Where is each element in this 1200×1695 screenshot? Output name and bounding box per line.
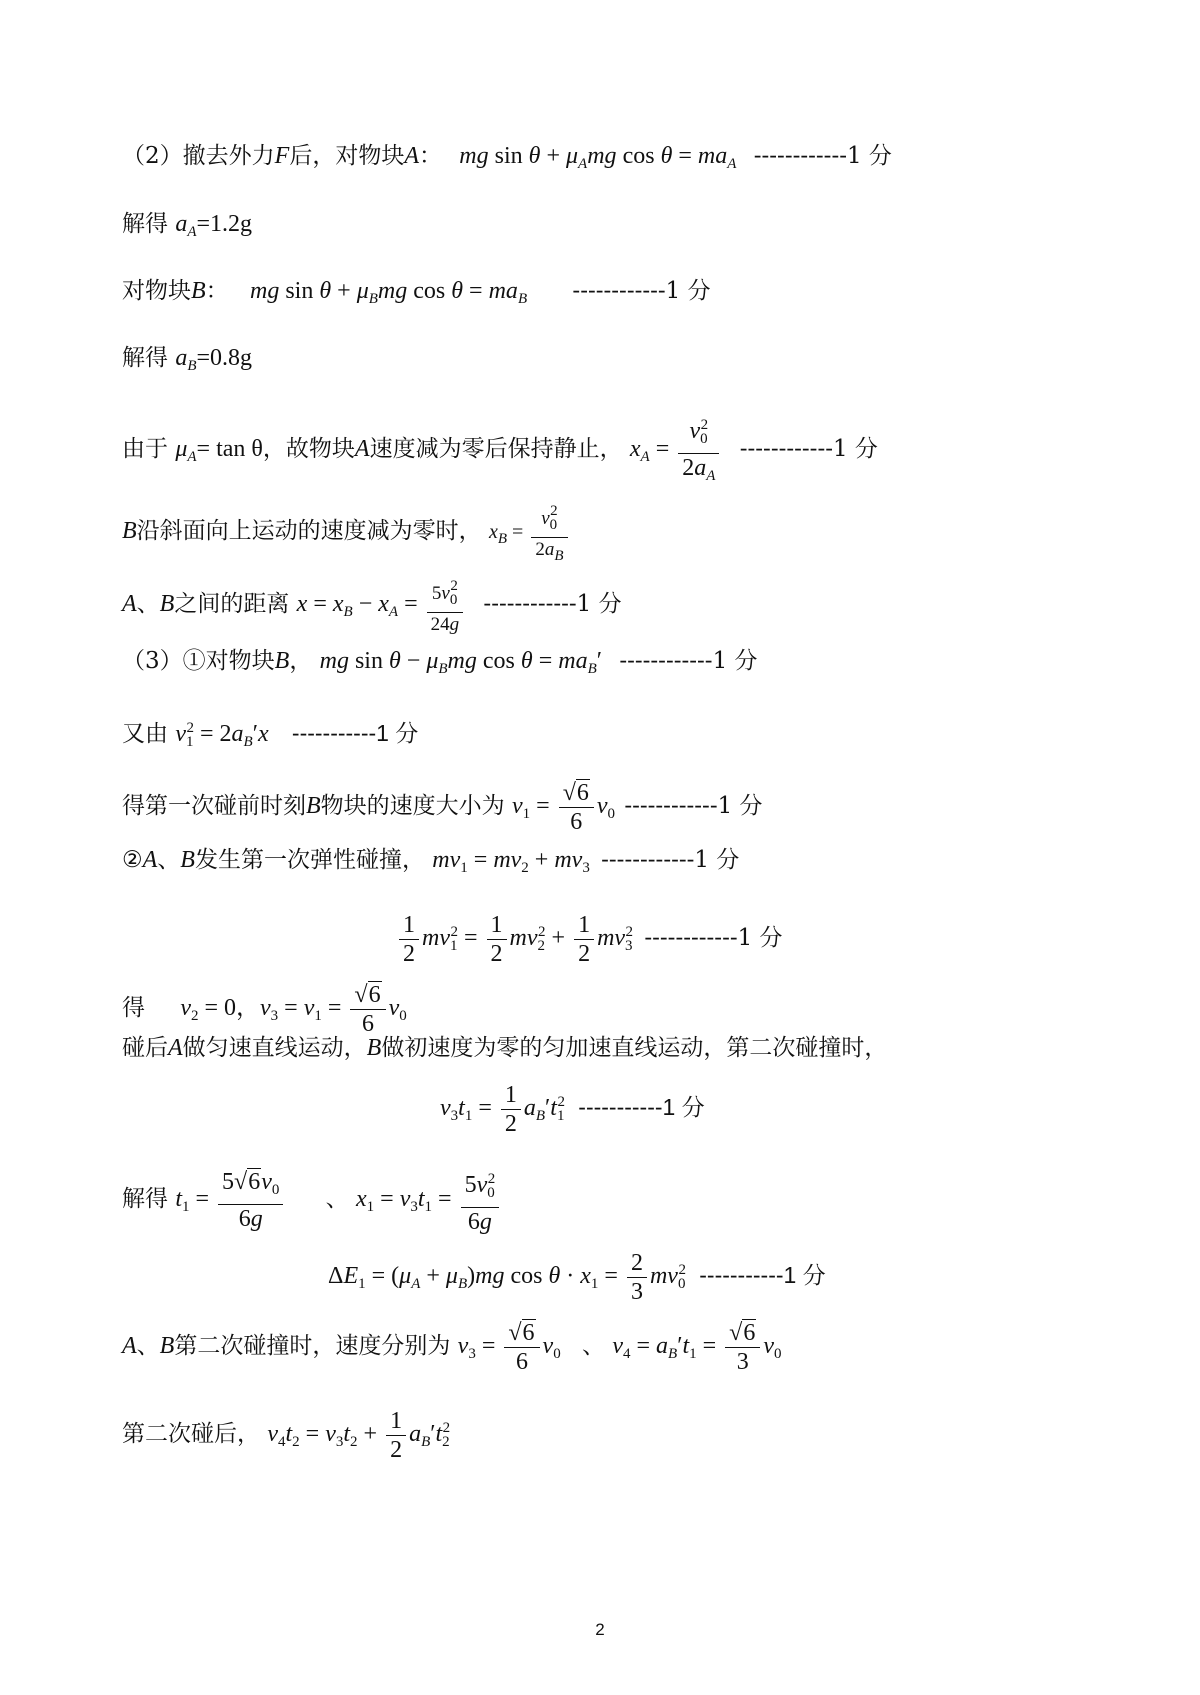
score-mark: ------------1 分	[644, 925, 783, 952]
equation-value: = tan θ	[196, 436, 263, 463]
equation: $x_A$ = $\frac{v_0^2}{2a_A}$	[630, 436, 723, 462]
text: 又由	[122, 721, 168, 747]
equation: mg $\sin \theta + \mu_Bmg$ $\cos \theta = ma_B$	[249, 278, 528, 307]
text: 由于	[122, 436, 168, 463]
symbol-A: A	[122, 591, 137, 618]
text: 碰后	[122, 1035, 168, 1061]
equation: $v_1$ = $\frac{√6}{6}$ $v_0$	[511, 780, 616, 835]
score-mark: ------------1 分	[753, 143, 892, 169]
text: 、	[325, 1186, 349, 1213]
line-11	[122, 846, 739, 882]
line-10	[122, 780, 763, 835]
equation: $v_3t_1$ = $\frac{1}{2}$ $a_B't_1^2$	[440, 1082, 565, 1137]
equation-value: =1.2g	[196, 211, 253, 237]
symbol-B: B	[122, 518, 137, 545]
score-mark: -----------1 分	[291, 720, 419, 746]
equation: $a_B$	[175, 345, 197, 374]
symbol-B: B	[159, 591, 175, 618]
score-mark: ------------1 分	[601, 847, 740, 873]
text: 第二次碰后，	[122, 1421, 260, 1448]
text: 物块的速度大小为	[320, 793, 505, 820]
text: ，故物块	[262, 436, 355, 463]
line-3	[122, 277, 711, 313]
text: ，	[289, 648, 313, 674]
text: （3）①对物块	[122, 648, 275, 674]
equation: $x = x_B - x_A$ = $\frac{5v_0^2}{24g}$	[297, 591, 466, 617]
text: ②	[122, 847, 143, 873]
line-16	[122, 1166, 502, 1235]
symbol-F: F	[274, 143, 290, 169]
equation: $v_1^2 = 2a_B'x$	[175, 720, 269, 750]
text: ：	[418, 143, 442, 169]
line-8	[122, 647, 758, 683]
line-15	[440, 1082, 705, 1137]
symbol-A: A	[404, 143, 419, 169]
score-mark: ------------1 分	[739, 436, 878, 463]
text: 、	[582, 1333, 605, 1360]
line-13	[122, 982, 407, 1037]
equation: $\frac{1}{2}$ $mv_1^2$ = $\frac{1}{2}$ $mv_2^2$ + $\frac{1}{2}$ $mv_3^2$	[396, 925, 633, 951]
line-4	[122, 344, 252, 380]
line-2	[122, 210, 252, 246]
symbol-A: A	[142, 847, 158, 873]
equation: $v_4t_2 = v_3t_2$ + $\frac{1}{2}$ $a_B't_2^2$	[267, 1408, 451, 1463]
line-17	[328, 1250, 826, 1305]
equation: $v_2 = 0$，$v_3 = v_1$ = $\frac{√6}{6}$ $v_0$	[180, 982, 407, 1037]
equation: $a_A$	[175, 211, 197, 240]
text: 发生第一次弹性碰撞，	[194, 847, 425, 873]
equation-value: =0.8g	[196, 345, 253, 371]
text: ：	[205, 278, 229, 304]
text: 解得	[122, 211, 168, 237]
symbol-B: B	[306, 793, 321, 820]
line-18	[122, 1320, 781, 1375]
text: 、	[157, 847, 181, 873]
equation: $t_1$ = $\frac{5√6v_0}{6g}$	[175, 1186, 286, 1212]
line-6	[122, 500, 571, 567]
line-12	[396, 912, 783, 967]
text: 得第一次碰前时刻	[122, 793, 306, 820]
text: 后，对物块	[289, 143, 405, 169]
score-mark: ------------1 分	[572, 278, 711, 304]
equation: $\mu_A$	[175, 436, 197, 466]
symbol-B: B	[274, 648, 290, 674]
text: 沿斜面向上运动的速度减为零时，	[136, 518, 482, 545]
text: 速度减为零后保持静止，	[369, 436, 623, 463]
line-19	[122, 1408, 450, 1463]
text: 之间的距离	[174, 591, 290, 618]
score-mark: -----------1 分	[699, 1262, 826, 1289]
line-1	[122, 142, 892, 178]
text: 解得	[122, 345, 168, 371]
text: 对物块	[122, 278, 191, 304]
equation: $x_1 = v_3t_1$ = $\frac{5v_0^2}{6g}$	[356, 1186, 502, 1212]
equation: $x_B$ = $\frac{v_0^2}{2a_B}$	[489, 521, 571, 543]
equation: mg $\sin \theta + \mu_Amg$ $\cos \theta = ma_A$	[459, 143, 737, 172]
equation: $\Delta E_1 = (\mu_A + \mu_B)mg$ $\cos \theta \cdot x_1$ = $\frac{2}{3}$ $mv_0^2$	[328, 1250, 686, 1305]
score-mark: ------------1 分	[619, 648, 758, 674]
symbol-B: B	[159, 1333, 175, 1360]
text: 解得	[122, 1186, 168, 1213]
equation: $v_4 = a_B't_1$ = $\frac{√6}{3}$ $v_0$	[612, 1320, 782, 1375]
text: 做匀速直线运动，	[182, 1035, 367, 1061]
symbol-A: A	[168, 1035, 183, 1061]
symbol-B: B	[191, 278, 206, 304]
equation: $mv_1 = mv_2 + mv_3$	[432, 847, 590, 876]
text: 、	[136, 591, 160, 618]
score-mark: -----------1 分	[578, 1094, 705, 1121]
text: 得	[122, 995, 145, 1022]
symbol-B: B	[366, 1035, 382, 1061]
symbol-B: B	[180, 847, 195, 873]
symbol-A: A	[354, 436, 370, 463]
line-14	[122, 1034, 887, 1062]
symbol-A: A	[122, 1333, 137, 1360]
text: 做初速度为零的匀加速直线运动，第二次碰撞时，	[381, 1035, 888, 1061]
score-mark: ------------1 分	[483, 591, 622, 618]
score-mark: ------------1 分	[624, 793, 763, 820]
equation: $v_3$ = $\frac{√6}{6}$ $v_0$	[457, 1320, 561, 1375]
equation: mg $\sin \theta - \mu_Bmg$ $\cos \theta = ma_B'$	[319, 648, 602, 677]
line-9	[122, 714, 418, 756]
line-5	[122, 412, 878, 489]
page-number: 2	[595, 1620, 605, 1639]
text: 第二次碰撞时，速度分别为	[174, 1333, 451, 1360]
text: 、	[136, 1333, 160, 1360]
line-7	[122, 575, 622, 636]
text: （2）撤去外力	[122, 143, 275, 169]
